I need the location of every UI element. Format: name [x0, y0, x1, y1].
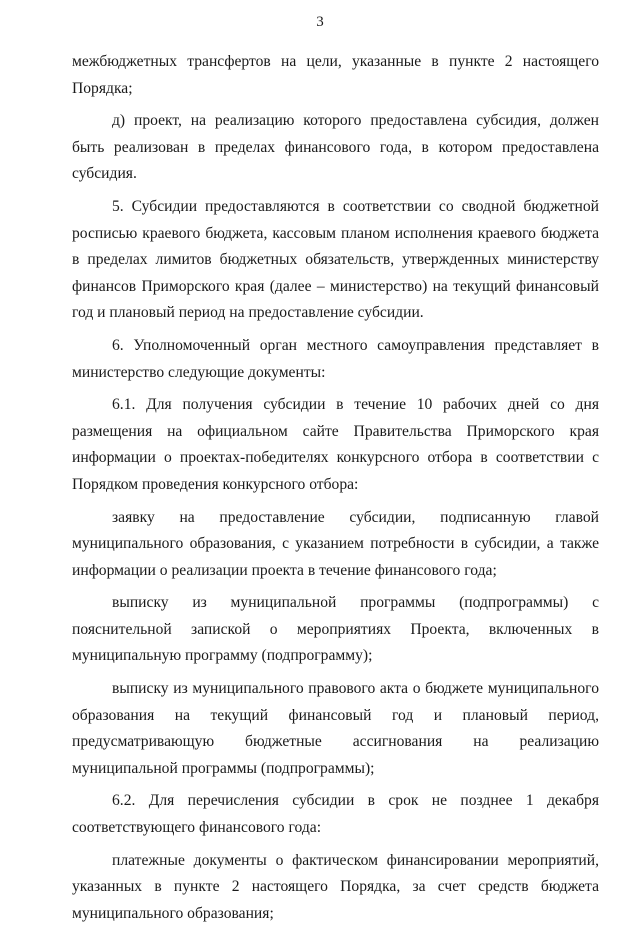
paragraph-item-6-2: 6.2. Для перечисления субсидии в срок не позднее 1 декабря соответствующего финансового года:	[72, 792, 599, 837]
paragraph-item-d: д) проект, на реализацию которого предоставлена субсидия, должен быть реализован в пределах финансового года, в котором предоставлена субсидия.	[72, 112, 599, 183]
paragraph-item-6: 6. Уполномоченный орган местного самоуправления представляет в министерство следующие документы:	[72, 336, 599, 381]
paragraph-application: заявку на предоставление субсидии, подписанную главой муниципального образования, с указанием потребности в субсидии, а также информации о реализации проекта в течение финансового года;	[72, 508, 599, 579]
document-body	[72, 49, 599, 927]
paragraph-item-6-1: 6.1. Для получения субсидии в течение 10 рабочих дней со дня размещения на официальном сайте Правительства Приморского края информации о проектах-победителях конкурсного отбора в соответствии с Порядком проведения конкурсного отбора:	[72, 396, 599, 493]
paragraph-item-5: 5. Субсидии предоставляются в соответствии со сводной бюджетной росписью краевого бюджета, кассовым планом исполнения краевого бюджета в пределах лимитов бюджетных обязательств, утвержденных министерству финансов Приморского края (далее – министерство) на текущий финансовый год и плановый период на предоставление субсидии.	[72, 197, 599, 322]
paragraph-continuation: межбюджетных трансфертов на цели, указанные в пункте 2 настоящего Порядка;	[72, 53, 599, 97]
page-number: 3	[316, 14, 324, 30]
paragraph-program-extract: выписку из муниципальной программы (подпрограммы) с пояснительной запиской о мероприятиях Проекта, включенных в муниципальную программу (подпрограмму);	[72, 594, 599, 665]
paragraph-payment-documents: платежные документы о фактическом финансировании мероприятий, указанных в пункте 2 настоящего Порядка, за счет средств бюджета муниципального образования;	[72, 851, 599, 922]
paragraph-budget-act-extract: выписку из муниципального правового акта о бюджете муниципального образования на текущий финансовый год и плановый период, предусматривающую бюджетные ассигнования на реализацию муниципальной программы (подпрограммы);	[72, 680, 599, 777]
